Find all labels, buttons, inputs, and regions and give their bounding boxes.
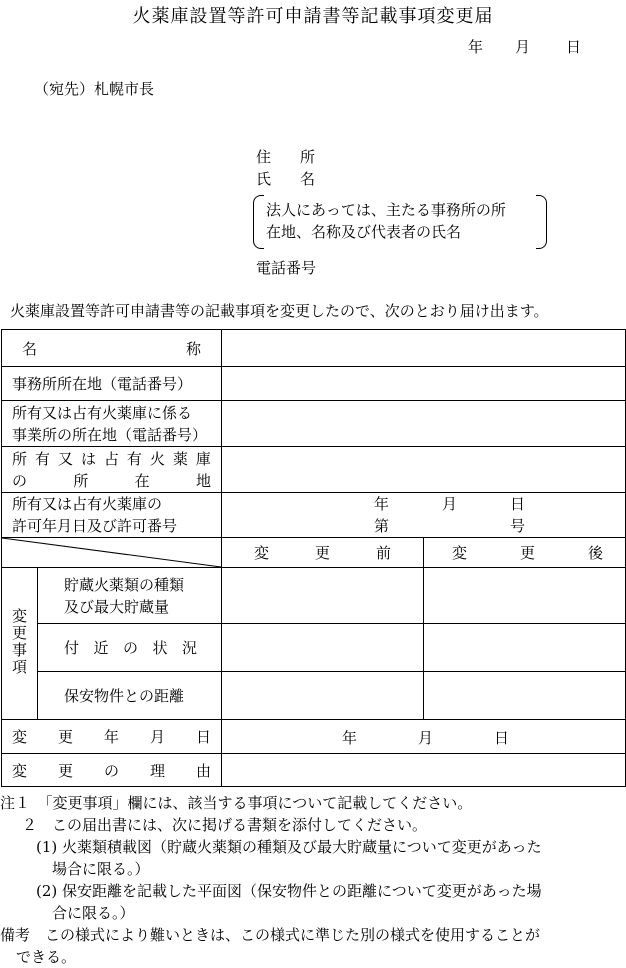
item-surroundings-before-field[interactable] bbox=[222, 624, 424, 672]
name-label-cell bbox=[2, 330, 222, 367]
change-day: 日 bbox=[494, 728, 510, 747]
permit-label-cell bbox=[2, 493, 222, 538]
row-change-date bbox=[2, 720, 626, 754]
permit-label-2: 許可年月日及び許可番号 bbox=[12, 517, 178, 535]
after-0: 変 bbox=[452, 544, 468, 562]
is-3: 状 bbox=[152, 639, 168, 657]
name-value-field[interactable] bbox=[222, 330, 626, 367]
date-year-label: 年 bbox=[468, 38, 484, 56]
reason-value-field[interactable] bbox=[222, 754, 626, 787]
change-date-value-field[interactable] bbox=[222, 720, 626, 754]
corp-note-line1: 法人にあっては、主たる事務所の所 bbox=[266, 201, 506, 219]
note-2a-2: 場合に限る。） bbox=[52, 860, 150, 878]
item-surroundings-label-cell bbox=[38, 624, 222, 672]
before-2: 前 bbox=[375, 544, 391, 562]
business-value-field[interactable] bbox=[222, 401, 626, 447]
row-magazine-location bbox=[2, 447, 626, 493]
cd-2: 年 bbox=[103, 728, 119, 746]
after-2: 後 bbox=[587, 544, 603, 562]
before-0: 変 bbox=[254, 544, 270, 562]
rs-2: の bbox=[103, 761, 119, 780]
item-distance-before-field[interactable] bbox=[222, 672, 424, 720]
date-month-label: 月 bbox=[515, 38, 531, 56]
change-items-label-cell bbox=[2, 568, 38, 720]
name-label-b: 称 bbox=[185, 339, 201, 358]
is-4: 況 bbox=[181, 639, 197, 657]
rs-3: 理 bbox=[149, 761, 165, 780]
row-header bbox=[2, 538, 626, 568]
corp-note-bracket-right bbox=[536, 195, 547, 249]
change-date-label-cell bbox=[2, 720, 222, 754]
ml1-7: 薬 bbox=[172, 449, 188, 468]
before-1: 更 bbox=[314, 544, 330, 562]
corp-note-bracket-left bbox=[253, 195, 264, 249]
note-2: ２ この届出書には、次に掲げる書類を添付してください。 bbox=[22, 816, 428, 834]
cd-1: 更 bbox=[57, 728, 73, 746]
change-items-label: 変更事項 bbox=[10, 607, 28, 676]
form-title: 火薬庫設置等許可申請書等記載事項変更届 bbox=[132, 6, 494, 27]
is-1: 近 bbox=[93, 639, 109, 657]
before-header bbox=[222, 538, 424, 568]
item-storage-label-2: 及び最大貯蔵量 bbox=[64, 597, 170, 616]
change-month: 月 bbox=[418, 728, 434, 747]
item-storage-after-field[interactable] bbox=[424, 568, 626, 624]
row-permit bbox=[2, 493, 626, 538]
business-label-cell bbox=[2, 401, 222, 447]
name-label-2: 名 bbox=[300, 170, 316, 188]
row-item-storage bbox=[2, 568, 626, 624]
change-form-table bbox=[1, 329, 626, 787]
permit-month: 月 bbox=[442, 495, 458, 513]
business-label-2: 事業所の所在地（電話番号） bbox=[12, 425, 208, 444]
after-header bbox=[424, 538, 626, 568]
note-2b-1: (2) 保安距離を記載した平面図（保安物件との距離について変更があった場 bbox=[36, 882, 542, 900]
row-name bbox=[2, 330, 626, 367]
after-1: 更 bbox=[519, 544, 535, 562]
reason-label-cell bbox=[2, 754, 222, 787]
addressee: （宛先）札幌市長 bbox=[34, 80, 155, 98]
row-item-surroundings bbox=[2, 624, 626, 672]
address-label-2: 所 bbox=[300, 148, 316, 166]
name-label-a: 名 bbox=[22, 339, 38, 358]
is-0: 付 bbox=[64, 639, 80, 657]
phone-label: 電話番号 bbox=[256, 259, 317, 277]
item-distance-after-field[interactable] bbox=[424, 672, 626, 720]
item-storage-before-field[interactable] bbox=[222, 568, 424, 624]
permit-no-suffix: 号 bbox=[510, 517, 526, 535]
row-office bbox=[2, 367, 626, 401]
remark-1: 備考 この様式により難いときは、この様式に準じた別の様式を使用することが bbox=[0, 926, 541, 944]
business-label-1: 所有又は占有火薬庫に係る bbox=[12, 403, 193, 422]
diagonal-header-cell bbox=[2, 538, 222, 568]
ml2-0: の bbox=[12, 471, 28, 490]
ml2-3: 地 bbox=[195, 471, 211, 490]
name-label-1: 氏 bbox=[256, 170, 272, 188]
corp-note-line2: 在地、名称及び代表者の氏名 bbox=[266, 223, 462, 241]
is-2: の bbox=[122, 639, 138, 657]
cd-4: 日 bbox=[195, 728, 211, 746]
notes bbox=[0, 792, 540, 968]
ml1-1: 有 bbox=[34, 449, 50, 468]
ml2-2: 在 bbox=[134, 471, 150, 490]
diagonal-line bbox=[2, 538, 221, 567]
item-surroundings-after-field[interactable] bbox=[424, 624, 626, 672]
statement: 火薬庫設置等許可申請書等の記載事項を変更したので、次のとおり届け出ます。 bbox=[10, 302, 549, 320]
remark-2: できる。 bbox=[16, 948, 77, 966]
rs-1: 更 bbox=[57, 761, 73, 780]
item-distance-label: 保安物件との距離 bbox=[38, 672, 222, 720]
permit-value-field[interactable] bbox=[222, 493, 626, 538]
office-label: 事務所所在地（電話番号） bbox=[2, 367, 222, 401]
cd-0: 変 bbox=[12, 728, 28, 746]
row-reason bbox=[2, 754, 626, 787]
ml2-1: 所 bbox=[73, 471, 89, 490]
permit-day: 日 bbox=[510, 495, 526, 513]
address-label-1: 住 bbox=[256, 148, 272, 166]
note-2b-2: 合に限る。） bbox=[52, 904, 135, 922]
row-business bbox=[2, 401, 626, 447]
magazine-location-label-cell bbox=[2, 447, 222, 493]
ml1-4: 占 bbox=[103, 449, 119, 468]
note-1: 注１ 「変更事項」欄には、該当する事項について記載してください。 bbox=[0, 794, 473, 812]
office-value-field[interactable] bbox=[222, 367, 626, 401]
item-storage-label-1: 貯蔵火薬類の種類 bbox=[64, 575, 185, 594]
ml1-5: 有 bbox=[126, 449, 142, 468]
row-item-distance bbox=[2, 672, 626, 720]
rs-0: 変 bbox=[12, 761, 28, 780]
ml1-2: 又 bbox=[57, 449, 73, 468]
permit-year: 年 bbox=[374, 495, 390, 513]
ml1-8: 庫 bbox=[195, 449, 211, 468]
magazine-location-value-field[interactable] bbox=[222, 447, 626, 493]
permit-no-prefix: 第 bbox=[374, 517, 390, 535]
item-storage-label-cell bbox=[38, 568, 222, 624]
permit-label-1: 所有又は占有火薬庫の bbox=[12, 495, 163, 513]
cd-3: 月 bbox=[149, 728, 165, 746]
ml1-0: 所 bbox=[12, 449, 28, 468]
note-2a-1: (1) 火薬類積載図（貯蔵火薬類の種類及び最大貯蔵量について変更があった bbox=[36, 838, 542, 856]
ml1-3: は bbox=[80, 449, 96, 468]
rs-4: 由 bbox=[195, 761, 211, 780]
change-year: 年 bbox=[342, 728, 358, 747]
date-day-label: 日 bbox=[566, 38, 582, 56]
ml1-6: 火 bbox=[149, 449, 165, 468]
